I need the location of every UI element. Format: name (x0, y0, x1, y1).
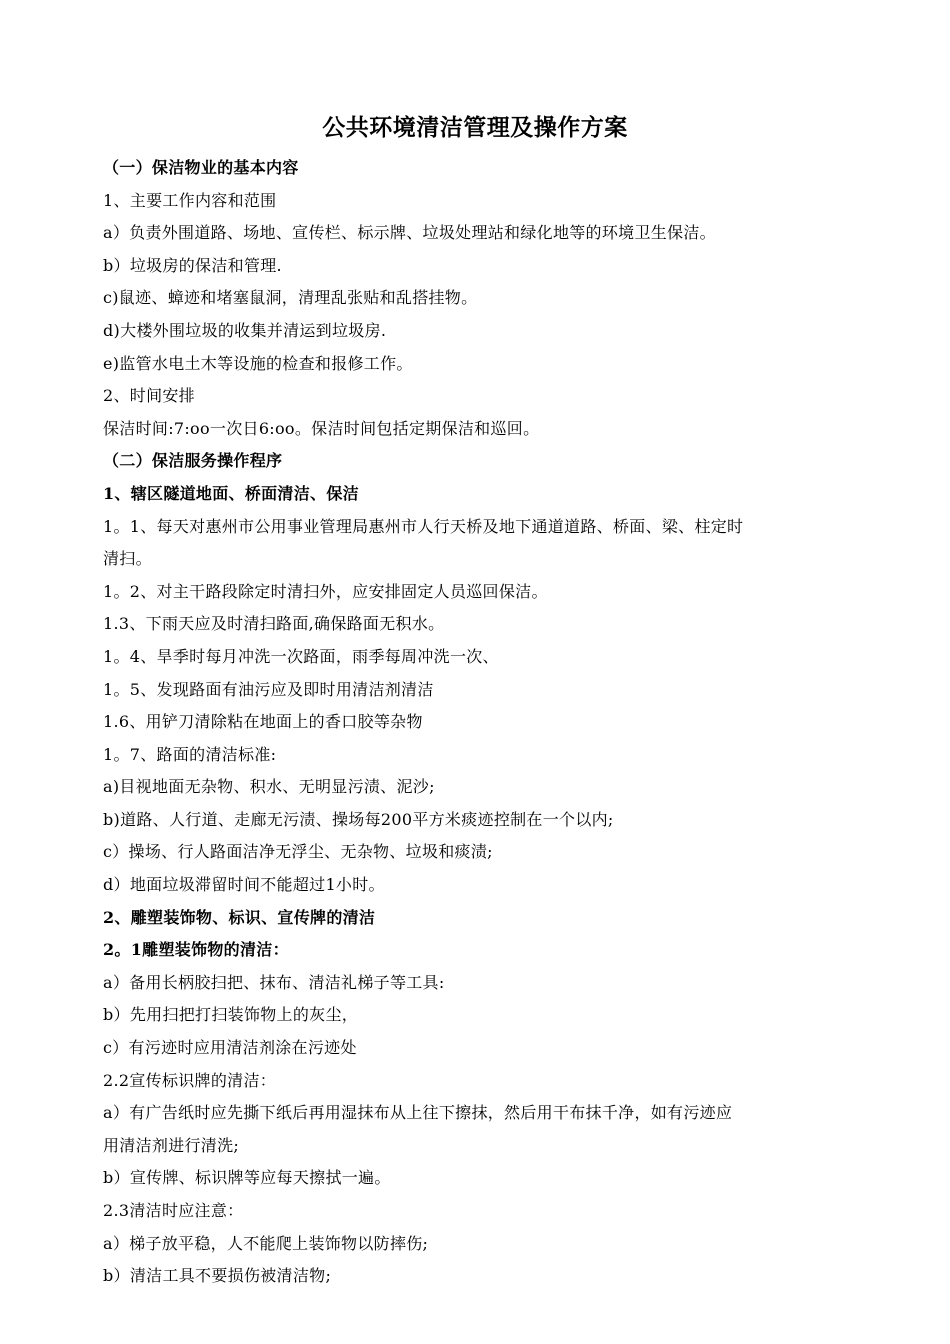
section-heading: （一）保洁物业的基本内容 (103, 158, 299, 177)
paragraph-line: c)鼠迹、蟑迹和堵塞鼠洞，清理乱张贴和乱搭挂物。 (103, 288, 478, 308)
paragraph-line: a)目视地面无杂物、积水、无明显污渍、泥沙; (103, 777, 435, 797)
paragraph-line: c）操场、行人路面洁净无浮尘、无杂物、垃圾和痰渍; (103, 842, 493, 862)
paragraph-line: 1。2、对主干路段除定时清扫外，应安排固定人员巡回保洁。 (103, 581, 548, 601)
paragraph-line: a）负责外围道路、场地、宣传栏、标示牌、垃圾处理站和绿化地等的环境卫生保洁。 (103, 223, 716, 243)
paragraph-line: 2、时间安排 (103, 386, 195, 406)
paragraph-line: c）有污迹时应用清洁剂涂在污迹处 (103, 1038, 357, 1058)
paragraph-line: b)道路、人行道、走廊无污渍、操场每200平方米痰迹控制在一个以内; (103, 809, 614, 829)
paragraph-line: 2.3清洁时应注意： (103, 1201, 244, 1220)
paragraph-line: 1。1、每天对惠州市公用事业管理局惠州市人行天桥及地下通道道路、桥面、梁、柱定时 (103, 516, 744, 536)
paragraph-line: 1、主要工作内容和范围 (103, 190, 277, 210)
document-body (103, 152, 863, 1293)
paragraph-line: b）宣传牌、标识牌等应每天擦拭一遍。 (103, 1168, 391, 1188)
paragraph-line: 用清洁剂进行清洗; (103, 1135, 240, 1155)
paragraph-line: a）备用长柄胶扫把、抹布、清洁礼梯子等工具: (103, 972, 445, 992)
paragraph-line: a）有广告纸时应先撕下纸后再用湿抹布从上往下擦抹，然后用干布抹千净，如有污迹应 (103, 1103, 733, 1123)
paragraph-line: e)监管水电土木等设施的检查和报修工作。 (103, 353, 413, 373)
paragraph-line: 1。5、发现路面有油污应及即时用清洁剂清洁 (103, 679, 434, 699)
section-heading: 2、雕塑装饰物、标识、宣传牌的清洁 (103, 907, 376, 927)
paragraph-line: b）清洁工具不要损伤被清洁物; (103, 1266, 332, 1286)
paragraph-line: 清扫。 (103, 549, 152, 569)
paragraph-line: b）垃圾房的保洁和管理. (103, 255, 282, 275)
paragraph-line: 2.2宣传标识牌的清洁： (103, 1070, 277, 1090)
paragraph-line: 1.3、下雨天应及时清扫路面,确保路面无积水。 (103, 614, 445, 634)
paragraph-line: 保洁时间:7:oo一次日6:oo。保洁时间包括定期保洁和巡回。 (103, 418, 540, 438)
paragraph-line: b）先用扫把打扫装饰物上的灰尘， (103, 1005, 359, 1025)
paragraph-line: d）地面垃圾滞留时间不能超过1小时。 (103, 875, 385, 895)
section-heading: 2。1雕塑装饰物的清洁： (103, 940, 289, 960)
paragraph-line: 1。4、旱季时每月冲洗一次路面，雨季每周冲洗一次、 (103, 646, 499, 666)
paragraph-line: d)大楼外围垃圾的收集并清运到垃圾房. (103, 320, 387, 340)
section-heading: （二）保洁服务操作程序 (103, 451, 283, 471)
section-heading: 1、辖区隧道地面、桥面清洁、保洁 (103, 483, 359, 503)
paragraph-line: 1。7、路面的清洁标准: (103, 744, 277, 764)
paragraph-line: a）梯子放平稳，人不能爬上装饰物以防摔伤; (103, 1233, 429, 1253)
document-title: 公共环境清洁管理及操作方案 (322, 114, 628, 141)
paragraph-line: 1.6、用铲刀清除粘在地面上的香口胶等杂物 (103, 712, 423, 732)
